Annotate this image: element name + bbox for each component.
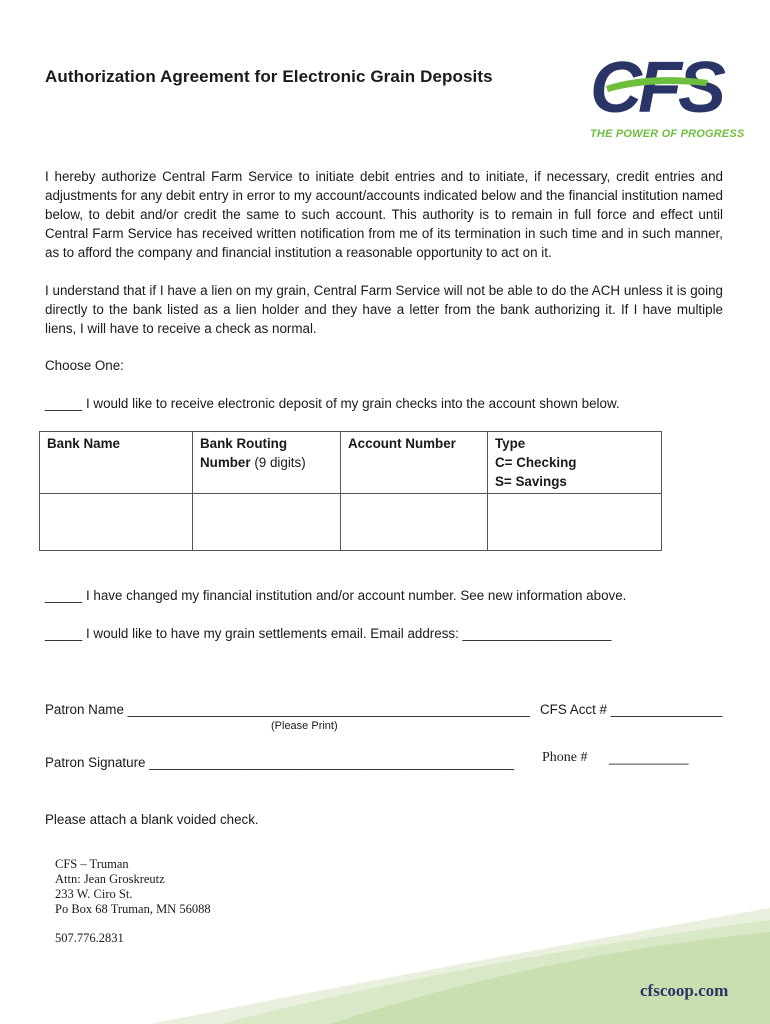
please-print-note: (Please Print): [271, 720, 338, 732]
header-routing-bold: Bank Routing Number: [200, 436, 288, 470]
lien-paragraph: I understand that if I have a lien on my grain, Central Farm Service will not be able to do the ACH unless it is going directly to the bank listed as a lien holder and they have a letter from the bank authorizing it. If I have multiple liens, I will have to receive a check as normal.: [45, 283, 723, 336]
footer-swoosh-icon: [0, 900, 770, 1024]
header-type: [488, 432, 662, 494]
bank-name-cell[interactable]: [40, 494, 193, 551]
header-routing-number: [193, 432, 341, 494]
header-bank-name: Bank Name: [40, 432, 193, 494]
option-email-settlements[interactable]: _____ I would like to have my grain settlements email. Email address: ____________________: [45, 626, 612, 641]
phone-field[interactable]: ___________: [609, 750, 689, 765]
attach-check-note: Please attach a blank voided check.: [45, 812, 259, 827]
header-routing-digits: (9 digits): [250, 455, 306, 470]
address-line-street: 233 W. Ciro St.: [55, 887, 133, 901]
choose-one-label: Choose One:: [45, 358, 124, 373]
website-link[interactable]: cfscoop.com: [640, 981, 729, 1000]
address-line-city: Po Box 68 Truman, MN 56088: [55, 902, 211, 916]
table-row: [40, 494, 662, 551]
option-changed-institution[interactable]: _____ I have changed my financial institution and/or account number. See new information above.: [45, 588, 627, 603]
account-number-cell[interactable]: [341, 494, 488, 551]
page-title: Authorization Agreement for Electronic Grain Deposits: [45, 67, 493, 86]
type-checking: C= Checking: [495, 455, 577, 470]
routing-number-cell[interactable]: [193, 494, 341, 551]
cfs-acct-field[interactable]: CFS Acct # _______________: [540, 702, 723, 717]
cfs-logo-mark-icon: [588, 50, 733, 120]
bank-info-table: [39, 431, 662, 551]
phone-label: Phone #: [542, 750, 588, 765]
option-electronic-deposit[interactable]: _____ I would like to receive electronic deposit of my grain checks into the account shown below.: [45, 396, 620, 411]
patron-signature-field[interactable]: Patron Signature _________________________________________________: [45, 755, 515, 770]
logo-letters: CFS: [590, 50, 722, 120]
table-header-row: [40, 432, 662, 494]
logo-tagline: THE POWER OF PROGRESS: [590, 128, 745, 140]
address-line-company: CFS – Truman: [55, 857, 129, 871]
address-line-attn: Attn: Jean Groskreutz: [55, 872, 165, 886]
type-savings: S= Savings: [495, 474, 567, 489]
authorization-paragraph: I hereby authorize Central Farm Service to initiate debit entries and to initiate, if necessary, credit entries and adjustments for any debit entry in error to my account/accounts indicated below and the financial institution named below, to debit and/or credit the same to such account. This authority is to remain in full force and effect until Central Farm Service has received written notification from me of its termination in such time and in such manner, as to afford the company and financial institution a reasonable opportunity to act on it.: [45, 169, 723, 260]
header-account-number: Account Number: [341, 432, 488, 494]
type-label: Type: [495, 436, 526, 451]
patron-name-field[interactable]: Patron Name ______________________________________________________: [45, 702, 530, 717]
address-phone: 507.776.2831: [55, 931, 124, 945]
account-type-cell[interactable]: [488, 494, 662, 551]
cfs-logo: [588, 50, 745, 145]
